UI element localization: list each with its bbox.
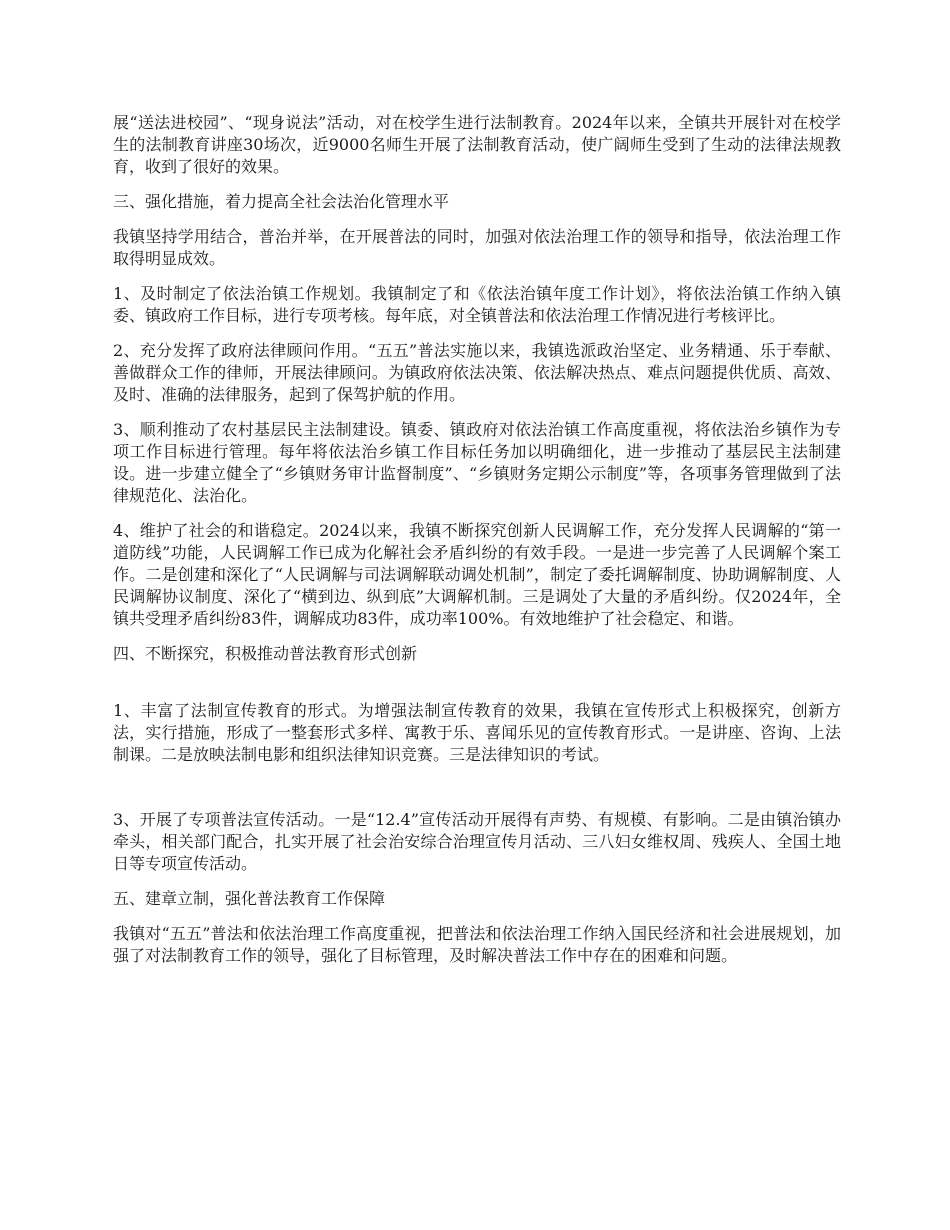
paragraph-item-1-planning: 1、及时制定了依法治镇工作规划。我镇制定了和《依法治镇年度工作计划》，将依法治镇工作纳入镇委、镇政府工作目标，进行专项考核。每年底，对全镇普法和依法治理工作情况进行考核评比。 <box>113 284 841 325</box>
heading-section-5: 五、建章立制，强化普法教育工作保障 <box>113 889 386 908</box>
document-page <box>113 112 841 980</box>
paragraph-item-1-forms: 1、丰富了法制宣传教育的形式。为增强法制宣传教育的效果，我镇在宣传形式上积极探究，创新方法，实行措施，形成了一整套形式多样、寓教于乐、喜闻乐见的宣传教育形式。一是讲座、咨询、上法制课。二是放映法制电影和组织法律知识竞赛。三是法律知识的考试。 <box>113 701 841 764</box>
paragraph-item-2-legal-advisor: 2、充分发挥了政府法律顾问作用。“五五”普法实施以来，我镇选派政治坚定、业务精通、乐于奉献、善做群众工作的律师，开展法律顾问。为镇政府依法决策、依法解决热点、难点问题提供优质、高效、及时、准确的法律服务，起到了保驾护航的作用。 <box>113 341 841 404</box>
blank-space <box>113 678 841 700</box>
blank-space <box>113 779 841 809</box>
paragraph-item-3-campaigns: 3、开展了专项普法宣传活动。一是“12.4”宣传活动开展得有声势、有规模、有影响。二是由镇治镇办牵头，相关部门配合，扎实开展了社会治安综合治理宣传月活动、三八妇女维权周、残疾人、全国土地日等专项宣传活动。 <box>113 810 841 873</box>
paragraph-item-3-grassroots: 3、顺利推动了农村基层民主法制建设。镇委、镇政府对依法治镇工作高度重视，将依法治乡镇作为专项工作目标进行管理。每年将依法治乡镇工作目标任务加以明确细化，进一步推动了基层民主法制建设。进一步建立健全了“乡镇财务审计监督制度”、“乡镇财务定期公示制度”等，各项事务管理做到了法律规范化、法治化。 <box>113 420 841 505</box>
heading-section-3: 三、强化措施，着力提高全社会法治化管理水平 <box>113 192 450 211</box>
paragraph-section-3-intro: 我镇坚持学用结合，普治并举，在开展普法的同时，加强对依法治理工作的领导和指导，依法治理工作取得明显成效。 <box>113 227 841 268</box>
paragraph-section-5-body: 我镇对“五五”普法和依法治理工作高度重视，把普法和依法治理工作纳入国民经济和社会进展规划，加强了对法制教育工作的领导，强化了目标管理，及时解决普法工作中存在的困难和问题。 <box>113 924 841 965</box>
paragraph-item-4-mediation: 4、维护了社会的和谐稳定。2024以来，我镇不断探究创新人民调解工作，充分发挥人民调解的“第一道防线”功能，人民调解工作已成为化解社会矛盾纠纷的有效手段。一是进一步完善了人民调解个案工作。二是创建和深化了“人民调解与司法调解联动调处机制”，制定了委托调解制度、协助调解制度、人民调解协议制度、深化了“横到边、纵到底”大调解机制。三是调处了大量的矛盾纠纷。仅2024年，全镇共受理矛盾纠纷83件，调解成功83件，成功率100%。有效地维护了社会稳定、和谐。 <box>113 521 841 628</box>
heading-section-4: 四、不断探究，积极推动普法教育形式创新 <box>113 644 418 663</box>
paragraph-school-education: 展“送法进校园”、“现身说法”活动，对在校学生进行法制教育。2024年以来，全镇共开展针对在校学生的法制教育讲座30场次，近9000名师生开展了法制教育活动，使广阔师生受到了生动的法律法规教育，收到了很好的效果。 <box>113 113 841 176</box>
